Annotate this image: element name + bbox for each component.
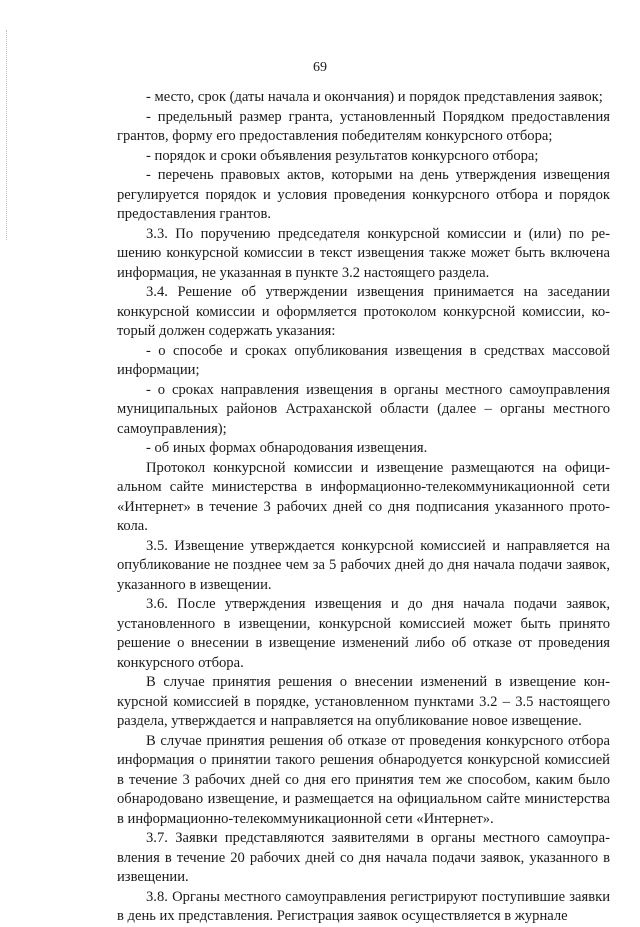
paragraph: 3.5. Извещение утверждается конкурсной комиссией и направляется на опубликование не позднее чем за 5 рабочих дней до дня начала подачи заявок, указанного в извещении. [117, 537, 610, 593]
paragraph: 3.6. После утверждения извещения и до дня начала подачи заявок, установленного в извещении, конкурсной комиссией может быть принято решение о внесении в извещение изменений либо об отказе от проведения конкурсного отбора. [117, 596, 610, 671]
paragraph: В случае принятия решения о внесении изменений в извещение конкурсной комиссией в порядке, установленном пунктами 3.2 – 3.5 настоящего раздела, утверждается и направляется на опубликование новое извещение. [117, 674, 610, 729]
paragraph: В случае принятия решения об отказе от проведения конкурсного отбора информация о принятии такого решения обнародуется конкурсной комиссией в течение 3 рабочих дней со дня его принятия тем же способом, каким было обнародовано извещение, и размещается на официальном сайте министерства в информационно-телекоммуникационной сети «Интернет». [117, 732, 610, 827]
paragraph: 3.8. Органы местного самоуправления регистрируют поступившие заявки в день их представления. Регистрация заявок осуществляется в журнале [117, 888, 610, 924]
document-body [117, 88, 610, 927]
page-number: 69 [313, 60, 327, 75]
paragraph: 3.7. Заявки представляются заявителями в органы местного самоуправления в течение 20 рабочих дней со дня начала подачи заявок, указанного в извещении. [117, 830, 610, 885]
paragraph: 3.3. По поручению председателя конкурсной комиссии и (или) по решению конкурсной комиссии в текст извещения также может быть включена информация, не указанная в пункте 3.2 настоящего раздела. [117, 225, 610, 281]
paragraph: - о способе и сроках опубликования извещения в средствах массовой информации; [117, 342, 610, 378]
paragraph: - порядок и сроки объявления результатов конкурсного отбора; [146, 147, 539, 164]
paragraph: - перечень правовых актов, которыми на день утверждения извещения регулируется порядок и условия проведения конкурсного отбора и порядок предоставления грантов. [117, 167, 610, 222]
paragraph: - место, срок (даты начала и окончания) и порядок представления заявок; [146, 89, 603, 105]
paragraph: 3.4. Решение об утверждении извещения принимается на заседании конкурсной комиссии и оформляется протоколом конкурсной комиссии, который должен содержать указания: [117, 284, 610, 339]
paragraph: Протокол конкурсной комиссии и извещение размещаются на официальном сайте министерства в информационно-телекоммуникационной сети «Интернет» в течение 3 рабочих дней со дня подписания указанного протокола. [117, 459, 610, 534]
paragraph: - о сроках направления извещения в органы местного самоуправления муниципальных районов Астраханской области (далее – органы местного самоуправления); [117, 381, 610, 437]
paragraph: - об иных формах обнародования извещения. [146, 440, 428, 456]
paragraph: - предельный размер гранта, установленный Порядком предоставления грантов, форму его предоставления победителям конкурсного отбора; [117, 108, 610, 144]
